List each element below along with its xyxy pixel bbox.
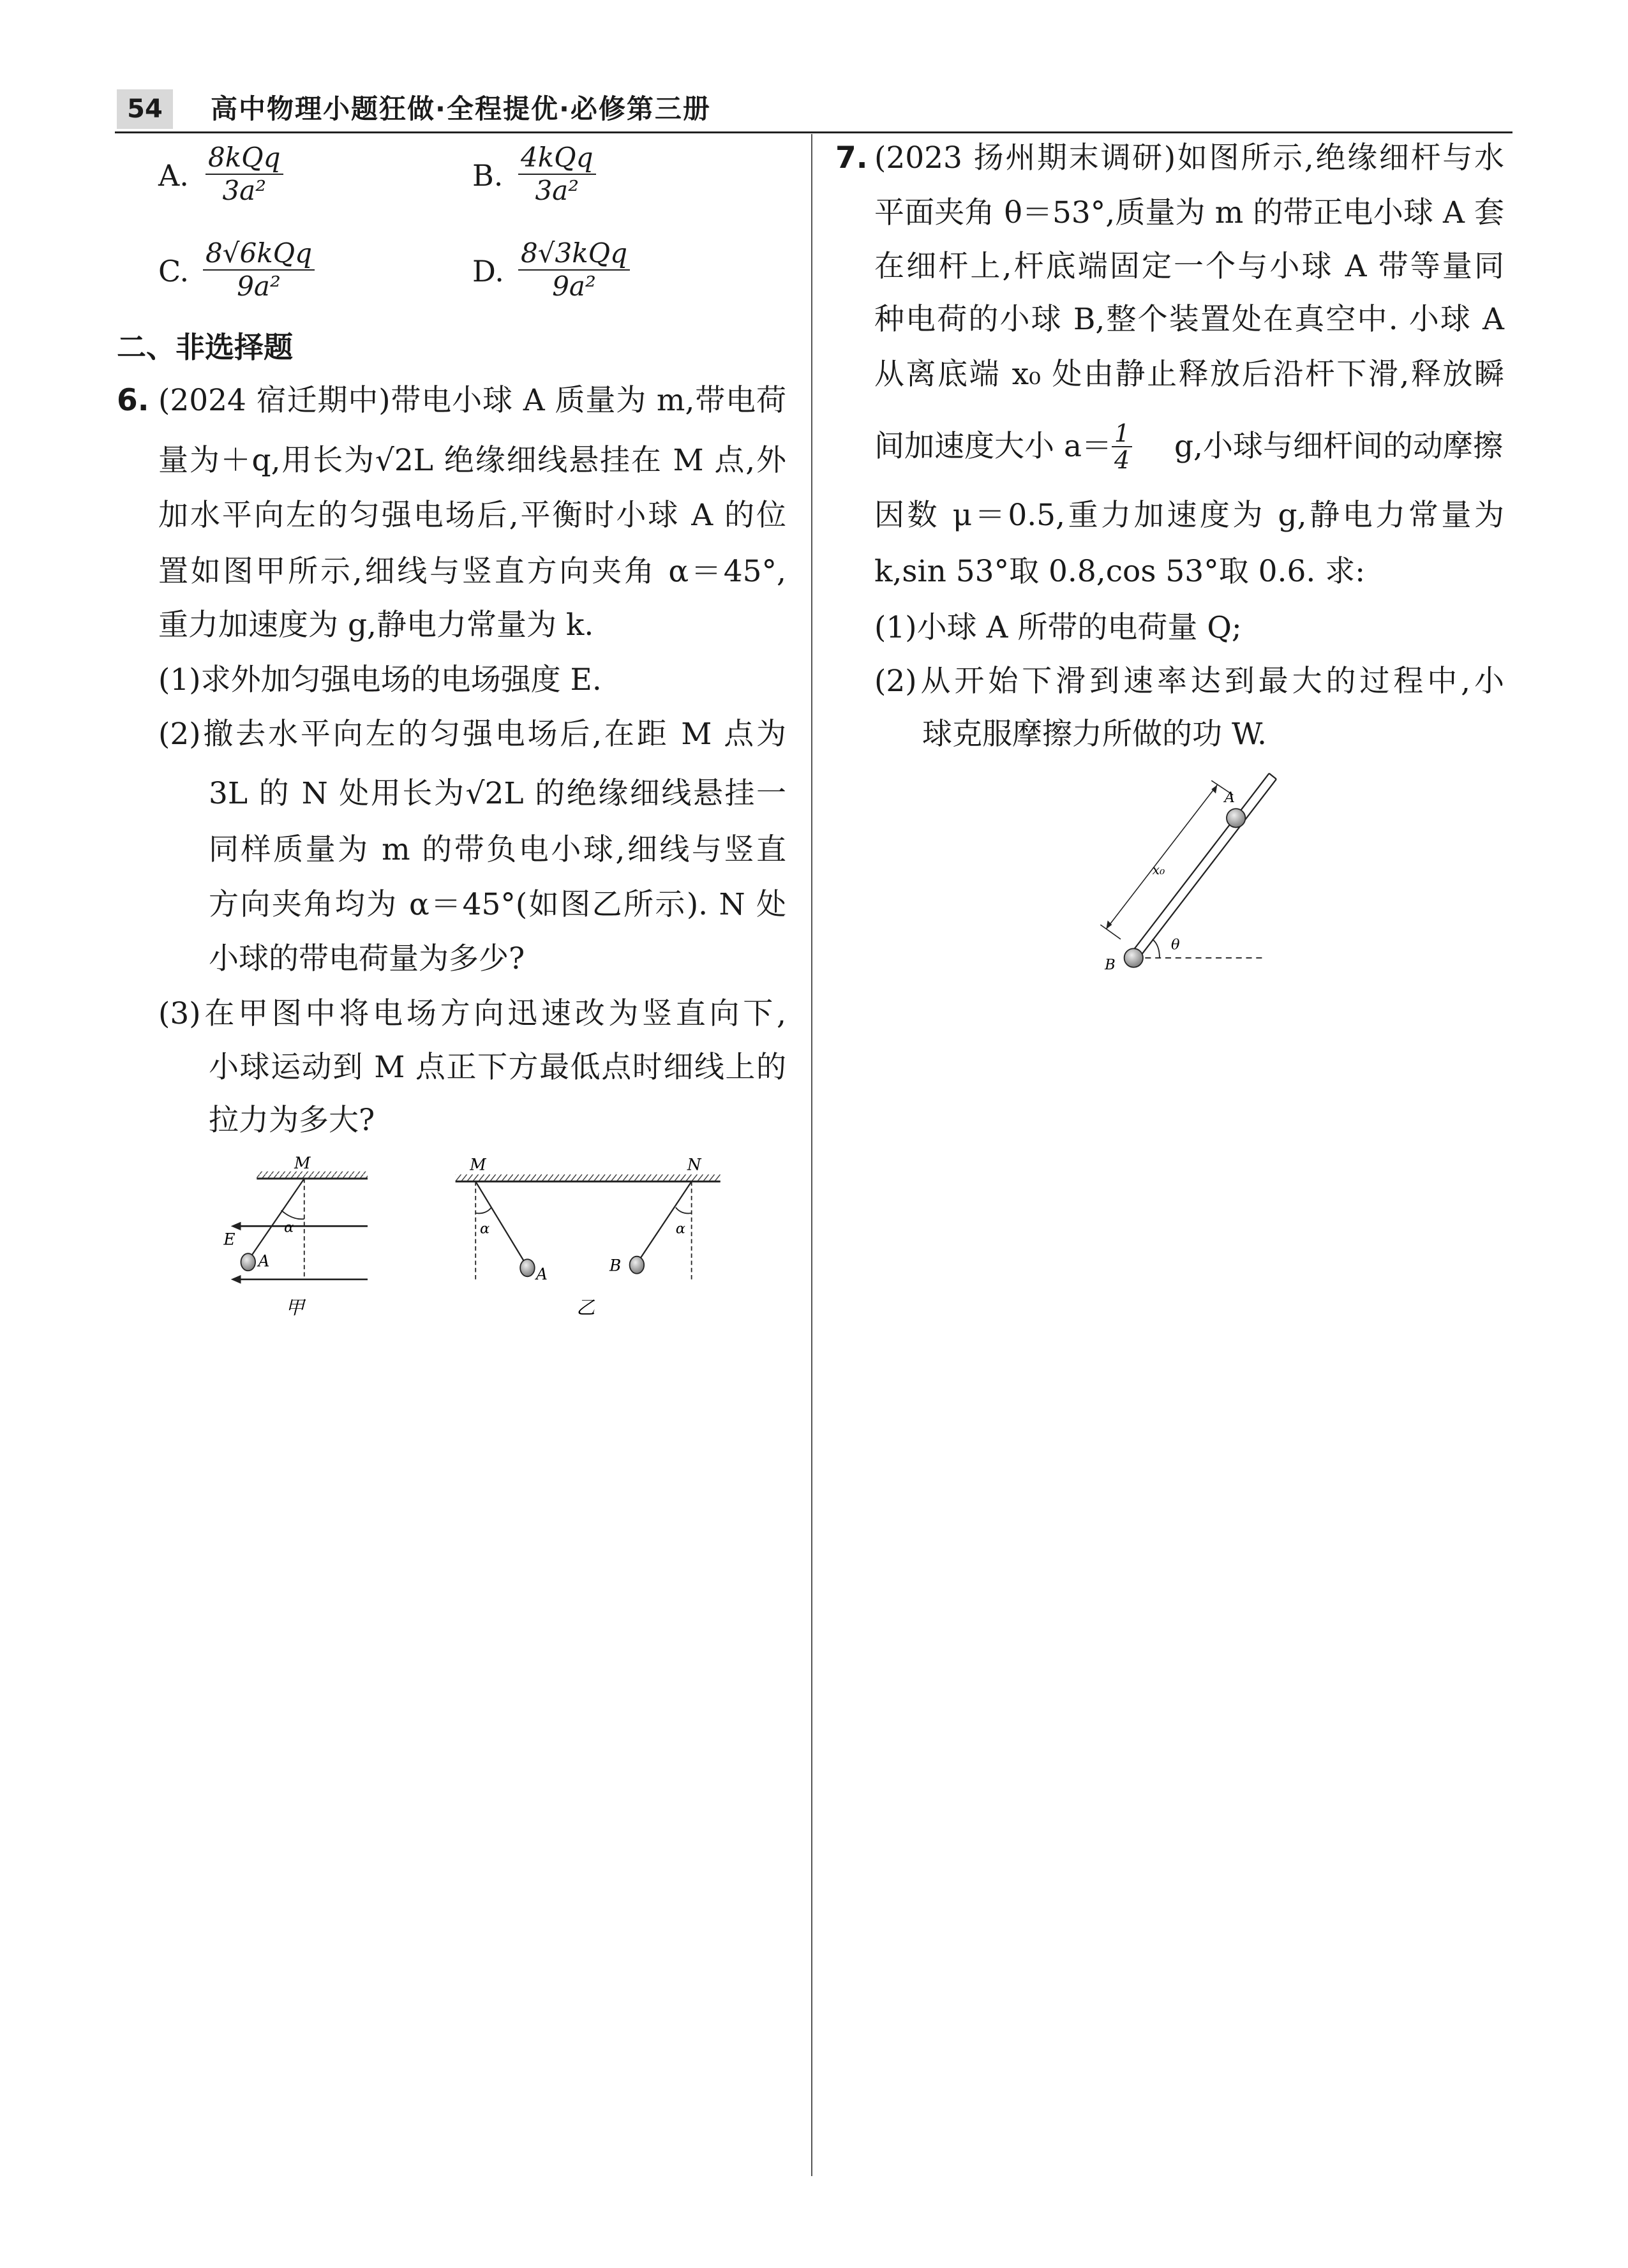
label-B: B bbox=[609, 1256, 622, 1275]
text-before: 间加速度大小 a＝ bbox=[874, 429, 1112, 464]
numerator: 4kQq bbox=[518, 142, 596, 175]
option-c-label: C. bbox=[158, 254, 190, 288]
q6-lines-line: 同样质量为 m 的带负电小球,细线与竖直 bbox=[209, 832, 786, 867]
q7-lines2-line: (2)从开始下滑到速率达到最大的过程中,小 bbox=[874, 664, 1504, 699]
option-c-formula bbox=[203, 237, 315, 302]
q7-lines2-line: 球克服摩擦力所做的功 W. bbox=[922, 717, 1267, 752]
numerator: 1 bbox=[1112, 421, 1132, 447]
label-alpha: α bbox=[284, 1219, 294, 1236]
label-A: A bbox=[535, 1264, 548, 1283]
option-d-formula bbox=[518, 237, 630, 302]
q7-lines2-line: (1)小球 A 所带的电荷量 Q; bbox=[874, 610, 1242, 645]
figure-q6 bbox=[216, 1145, 749, 1325]
q7-lines-line: 种电荷的小球 B,整个装置处在真空中. 小球 A bbox=[874, 302, 1504, 337]
label-N: N bbox=[687, 1155, 701, 1174]
q6-lines-line: (2)撤去水平向左的匀强电场后,在距 M 点为 bbox=[158, 717, 786, 752]
label-alpha-right: α bbox=[675, 1220, 686, 1237]
label-x0: x₀ bbox=[1152, 862, 1165, 878]
q7-lines-line: 从离底端 x₀ 处由静止释放后沿杆下滑,释放瞬 bbox=[874, 357, 1504, 392]
option-a-formula bbox=[205, 142, 283, 207]
option-d-label: D. bbox=[472, 254, 504, 288]
option-b-label: B. bbox=[472, 158, 504, 193]
q6-lines-line: 重力加速度为 g,静电力常量为 k. bbox=[158, 608, 594, 643]
label-theta: θ bbox=[1171, 936, 1180, 953]
q7-lines-line: 在细杆上,杆底端固定一个与小球 A 带等量同 bbox=[874, 249, 1504, 284]
label-A: A bbox=[1224, 789, 1235, 807]
q6-lines-line: 量为＋q,用长为√2L 绝缘细线悬挂在 M 点,外 bbox=[158, 443, 786, 478]
q6-lines-line: 小球运动到 M 点正下方最低点时细线上的 bbox=[209, 1050, 786, 1085]
page-number: 54 bbox=[117, 89, 173, 129]
header-rule bbox=[115, 131, 1512, 133]
q7-lines-line: 平面夹角 θ＝53°,质量为 m 的带正电小球 A 套 bbox=[874, 195, 1504, 230]
denominator: 3a² bbox=[535, 175, 579, 206]
label-M: M bbox=[294, 1154, 311, 1173]
column-divider bbox=[811, 134, 812, 2176]
q6-lines-line: (2024 宿迁期中)带电小球 A 质量为 m,带电荷 bbox=[158, 383, 786, 418]
label-alpha-left: α bbox=[479, 1220, 490, 1237]
q6-lines-line: 拉力为多大? bbox=[209, 1103, 375, 1138]
figure-jia bbox=[223, 1154, 368, 1318]
label-B: B bbox=[1105, 957, 1116, 974]
numerator: 8kQq bbox=[205, 142, 283, 175]
denominator: 9a² bbox=[552, 271, 596, 302]
numerator: 8√3kQq bbox=[518, 237, 630, 271]
q6-lines-line: (3)在甲图中将电场方向迅速改为竖直向下, bbox=[158, 996, 786, 1031]
q7-lines2-line: 因数 μ＝0.5,重力加速度为 g,静电力常量为 bbox=[874, 498, 1504, 533]
numerator: 8√6kQq bbox=[203, 237, 315, 271]
section-title: 二、非选择题 bbox=[117, 330, 293, 364]
question-6-number: 6. bbox=[117, 383, 149, 418]
label-A: A bbox=[258, 1251, 270, 1271]
label-M: M bbox=[470, 1155, 486, 1174]
text-after: g,小球与细杆间的动摩擦 bbox=[1174, 429, 1503, 464]
q6-lines-line: 方向夹角均为 α＝45°(如图乙所示). N 处 bbox=[209, 887, 786, 922]
q7-lines2-line: k,sin 53°取 0.8,cos 53°取 0.6. 求: bbox=[874, 554, 1366, 589]
option-b-formula bbox=[518, 142, 596, 207]
figure-yi bbox=[456, 1155, 721, 1318]
q7-line-fraction bbox=[874, 419, 1503, 474]
denominator: 9a² bbox=[237, 271, 281, 302]
label-E: E bbox=[223, 1230, 235, 1249]
q6-lines-line: 置如图甲所示,细线与竖直方向夹角 α＝45°, bbox=[158, 554, 786, 589]
denominator: 4 bbox=[1114, 446, 1130, 474]
q6-lines-line: 小球的带电荷量为多少? bbox=[209, 941, 525, 976]
caption-jia: 甲 bbox=[285, 1296, 304, 1318]
q7-lines-line: (2023 扬州期末调研)如图所示,绝缘细杆与水 bbox=[874, 140, 1504, 175]
book-title: 高中物理小题狂做·全程提优·必修第三册 bbox=[211, 93, 711, 124]
figure-q7-rod bbox=[1087, 763, 1282, 980]
option-a-label: A. bbox=[158, 158, 189, 193]
q6-lines-line: 3L 的 N 处用长为√2L 的绝缘细线悬挂一 bbox=[209, 776, 786, 811]
denominator: 3a² bbox=[222, 175, 267, 206]
fraction-one-quarter bbox=[1112, 421, 1132, 473]
q6-lines-line: (1)求外加匀强电场的电场强度 E. bbox=[158, 662, 602, 698]
caption-yi: 乙 bbox=[576, 1296, 595, 1318]
question-7-number: 7. bbox=[835, 140, 868, 175]
q6-lines-line: 加水平向左的匀强电场后,平衡时小球 A 的位 bbox=[158, 498, 786, 533]
